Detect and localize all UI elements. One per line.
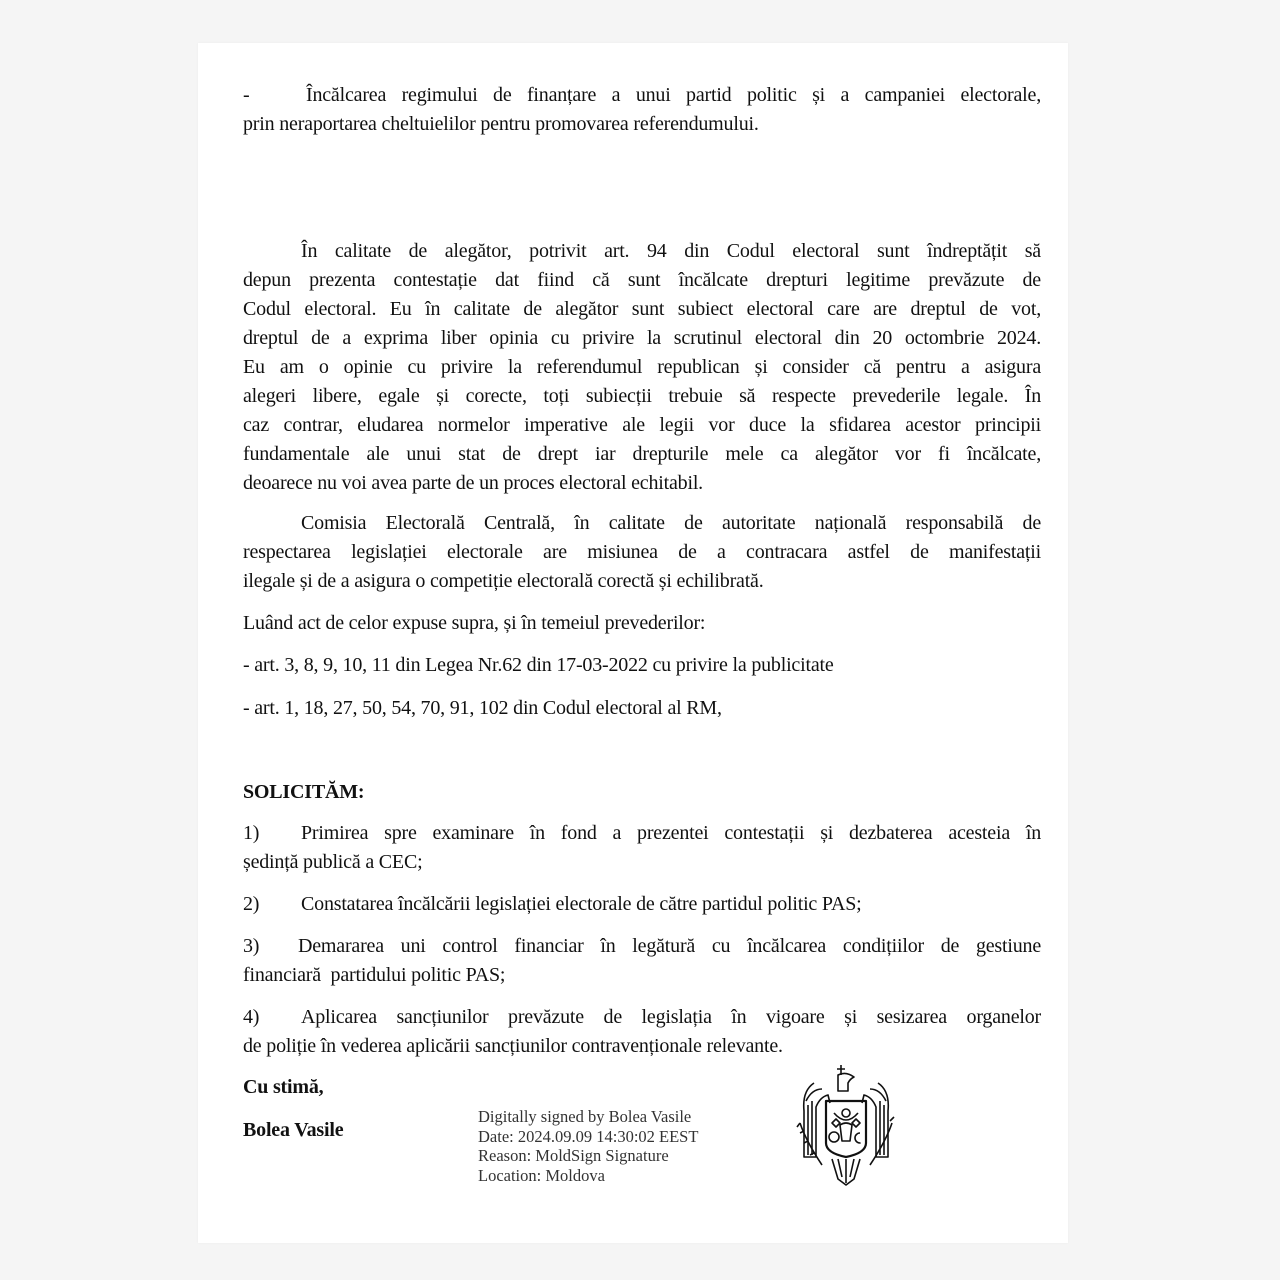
signature-reason: Reason: MoldSign Signature [478,1146,669,1165]
request-number: 3) [243,935,260,957]
closing-name: Bolea Vasile [243,1119,344,1141]
intro-item-text-1: Încălcarea regimului de finanțare a unui partid politic și a campaniei electorale, [306,84,1041,106]
signature-signed-by: Digitally signed by Bolea Vasile [478,1107,692,1126]
paragraph-1-line: Eu am o opinie cu privire la referendumul republican și consider că pentru a asigura [243,356,1041,378]
request-number: 4) [243,1006,260,1028]
paragraph-1-line: dreptul de a exprima liber opinia cu privire la scrutinul electoral din 20 octombrie 2024. [243,327,1041,349]
legal-basis-item: - art. 1, 18, 27, 50, 54, 70, 91, 102 din Codul electoral al RM, [243,697,722,719]
requests-heading: SOLICITĂM: [243,781,365,803]
request-text: Aplicarea sancțiunilor prevăzute de legislația în vigoare și sesizarea organelor [301,1006,1041,1028]
intro-item-bullet: - [243,84,250,106]
digital-signature-block [478,1107,698,1185]
paragraph-2-line: ilegale și de a asigura o competiție electorală corectă și echilibrată. [243,570,764,592]
document-page [198,43,1068,1243]
request-text: ședință publică a CEC; [243,851,423,873]
request-item-1 [243,819,1041,848]
paragraph-2-line: respectarea legislației electorale are misiunea de a contracara astfel de manifestații [243,541,1041,563]
signature-location: Location: Moldova [478,1165,605,1185]
paragraph-1-line: deoarece nu voi avea parte de un proces electoral echitabil. [243,472,703,494]
paragraph-2-line: Comisia Electorală Centrală, în calitate de autoritate națională responsabilă de [301,512,1041,534]
paragraph-1-line: caz contrar, eludarea normelor imperative ale legii vor duce la sfidarea acestor principii [243,414,1041,436]
request-text: Demararea uni control financiar în legătură cu încălcarea condițiilor de gestiune [298,935,1041,957]
request-item-4 [243,1003,1041,1032]
request-item-2 [243,890,1041,919]
request-text: Constatarea încălcării legislației electorale de către partidul politic PAS; [301,893,862,915]
legal-basis-item: - art. 3, 8, 9, 10, 11 din Legea Nr.62 din 17-03-2022 cu privire la publicitate [243,654,834,676]
intro-item-text-2: prin neraportarea cheltuielilor pentru promovarea referendumului. [243,113,759,135]
paragraph-1-line: alegeri libere, egale și corecte, toți subiecții trebuie să respecte prevederile legale. În [243,385,1041,407]
request-number: 2) [243,893,260,915]
intro-item-line-1 [243,81,1041,110]
paragraph-1-line: Codul electoral. Eu în calitate de alegător sunt subiect electoral care are dreptul de vot, [243,298,1041,320]
paragraph-1-line: depun prezenta contestație dat fiind că sunt încălcate drepturi legitime prevăzute de [243,269,1041,291]
request-number: 1) [243,822,260,844]
closing-salutation: Cu stimă, [243,1076,324,1098]
request-text: Primirea spre examinare în fond a prezentei contestații și dezbaterea acesteia în [301,822,1041,844]
legal-basis-intro: Luând act de celor expuse supra, și în temeiul prevederilor: [243,612,706,634]
request-text: financiară partidului politic PAS; [243,964,506,986]
request-text: de poliție în vederea aplicării sancțiunilor contravenționale relevante. [243,1035,783,1057]
paragraph-1-line: fundamentale ale unui stat de drept iar drepturile mele ca alegător vor fi încălcate, [243,443,1041,465]
request-item-3 [243,932,1041,961]
paragraph-1-line: În calitate de alegător, potrivit art. 94 din Codul electoral sunt îndreptățit să [301,240,1041,262]
moldova-coat-of-arms-icon [794,1061,898,1191]
signature-date: Date: 2024.09.09 14:30:02 EEST [478,1126,699,1146]
